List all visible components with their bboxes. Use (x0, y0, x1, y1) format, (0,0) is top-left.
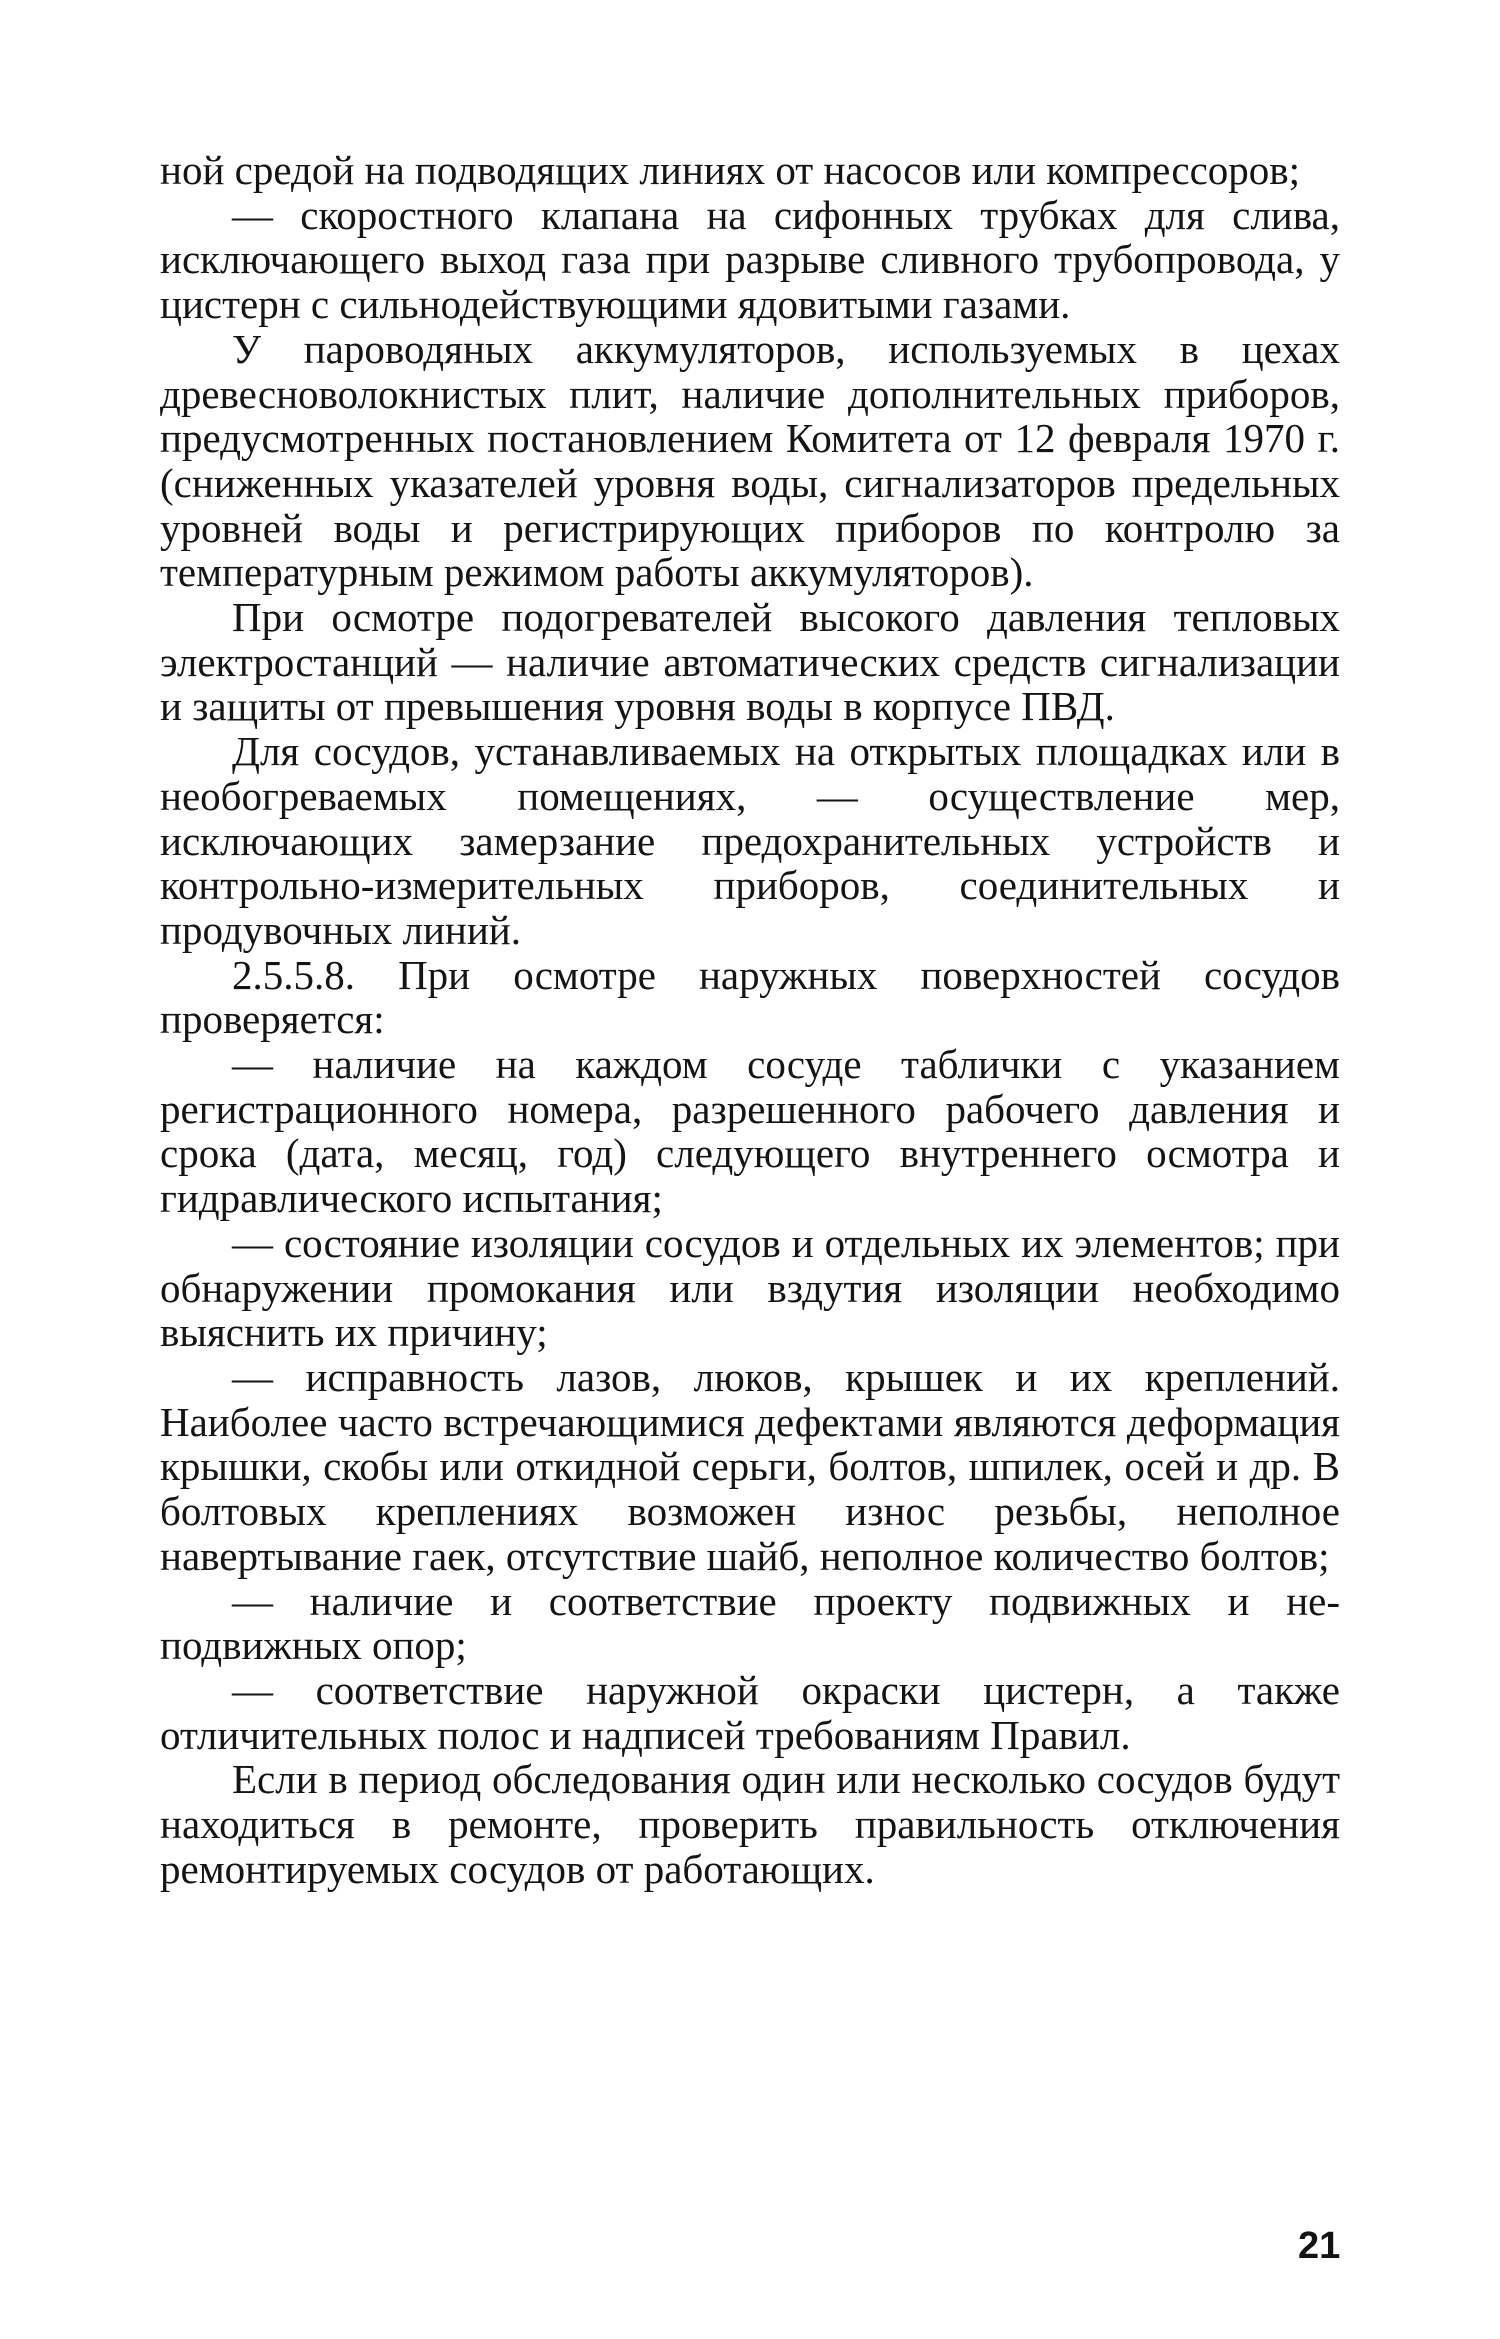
list-item-nameplate: — наличие на каждом сосуде таблички с указанием регистрационного номера, разрешенного рабочего давления и срока (дата, месяц, год) следующего внутреннего осмотра и гидравлического испытания; (160, 1041, 1340, 1222)
paragraph-steam-accumulators: У пароводяных аккумуляторов, используемых в цехах древесноволокнистых плит, наличие дополнительных приборов, предусмотренных постановлением Комитета от 12 февраля 1970 г. (сниженных указателей уровня воды, сигнализаторов предельных уровней воды и регистрирующих приборов по контролю за температурным режимом работы аккумуляторов). (160, 325, 1340, 596)
list-item-insulation: — состояние изоляции сосудов и отдельных их элементов; при обнаружении промокания или вздутия изоляции необходимо выяснить их причину; (160, 1219, 1340, 1356)
paragraph-section-2-5-5-8: 2.5.5.8. При осмотре наружных поверхностей сосудов проверяется: (160, 951, 1340, 1043)
page-number: 21 (1298, 2225, 1341, 2267)
paragraph-speed-valve: — скоростного клапана на сифонных трубках для слива, исключающего выход газа при разрыве сливного трубопровода, у цистерн с сильнодействующими ядовитыми газами. (160, 191, 1340, 328)
page-body (160, 148, 1340, 1891)
list-item-manholes: — исправность лазов, люков, крышек и их креплений. Наиболее часто встречающимися дефектами являются деформация крышки, скобы или откидной серьги, болтов, шпилек, осей и др. В болтовых креплениях возможен износ резьбы, неполное навертывание гаек, отсутствие шайб, неполное количество болтов; (160, 1353, 1340, 1579)
paragraph-heaters: При осмотре подогревателей высокого давления тепловых электростанций — наличие автоматических средств сигнализации и защиты от превышения уровня воды в корпусе ПВД. (160, 594, 1340, 730)
paragraph-outdoor-vessels: Для сосудов, устанавливаемых на открытых площадках или в необогреваемых помещениях, — осуществление мер, исключающих замерзание предохранительных устройств и контрольно-измерительных приборов, соединительных и продувочных линий. (160, 728, 1340, 953)
paragraph-continuation: ной средой на подводящих линиях от насосов или компрессоров; (160, 147, 1301, 193)
list-item-painting: — соответствие наружной окраски цистерн, а также отличительных полос и надписей требованиям Правил. (160, 1666, 1340, 1758)
list-item-supports: — наличие и соответствие проекту подвижных и неподвижных опор; (160, 1577, 1340, 1669)
paragraph-repair-vessels: Если в период обследования один или несколько сосудов будут находиться в ремонте, проверить правильность отключения ремонтируемых сосудов от работающих. (160, 1756, 1340, 1892)
